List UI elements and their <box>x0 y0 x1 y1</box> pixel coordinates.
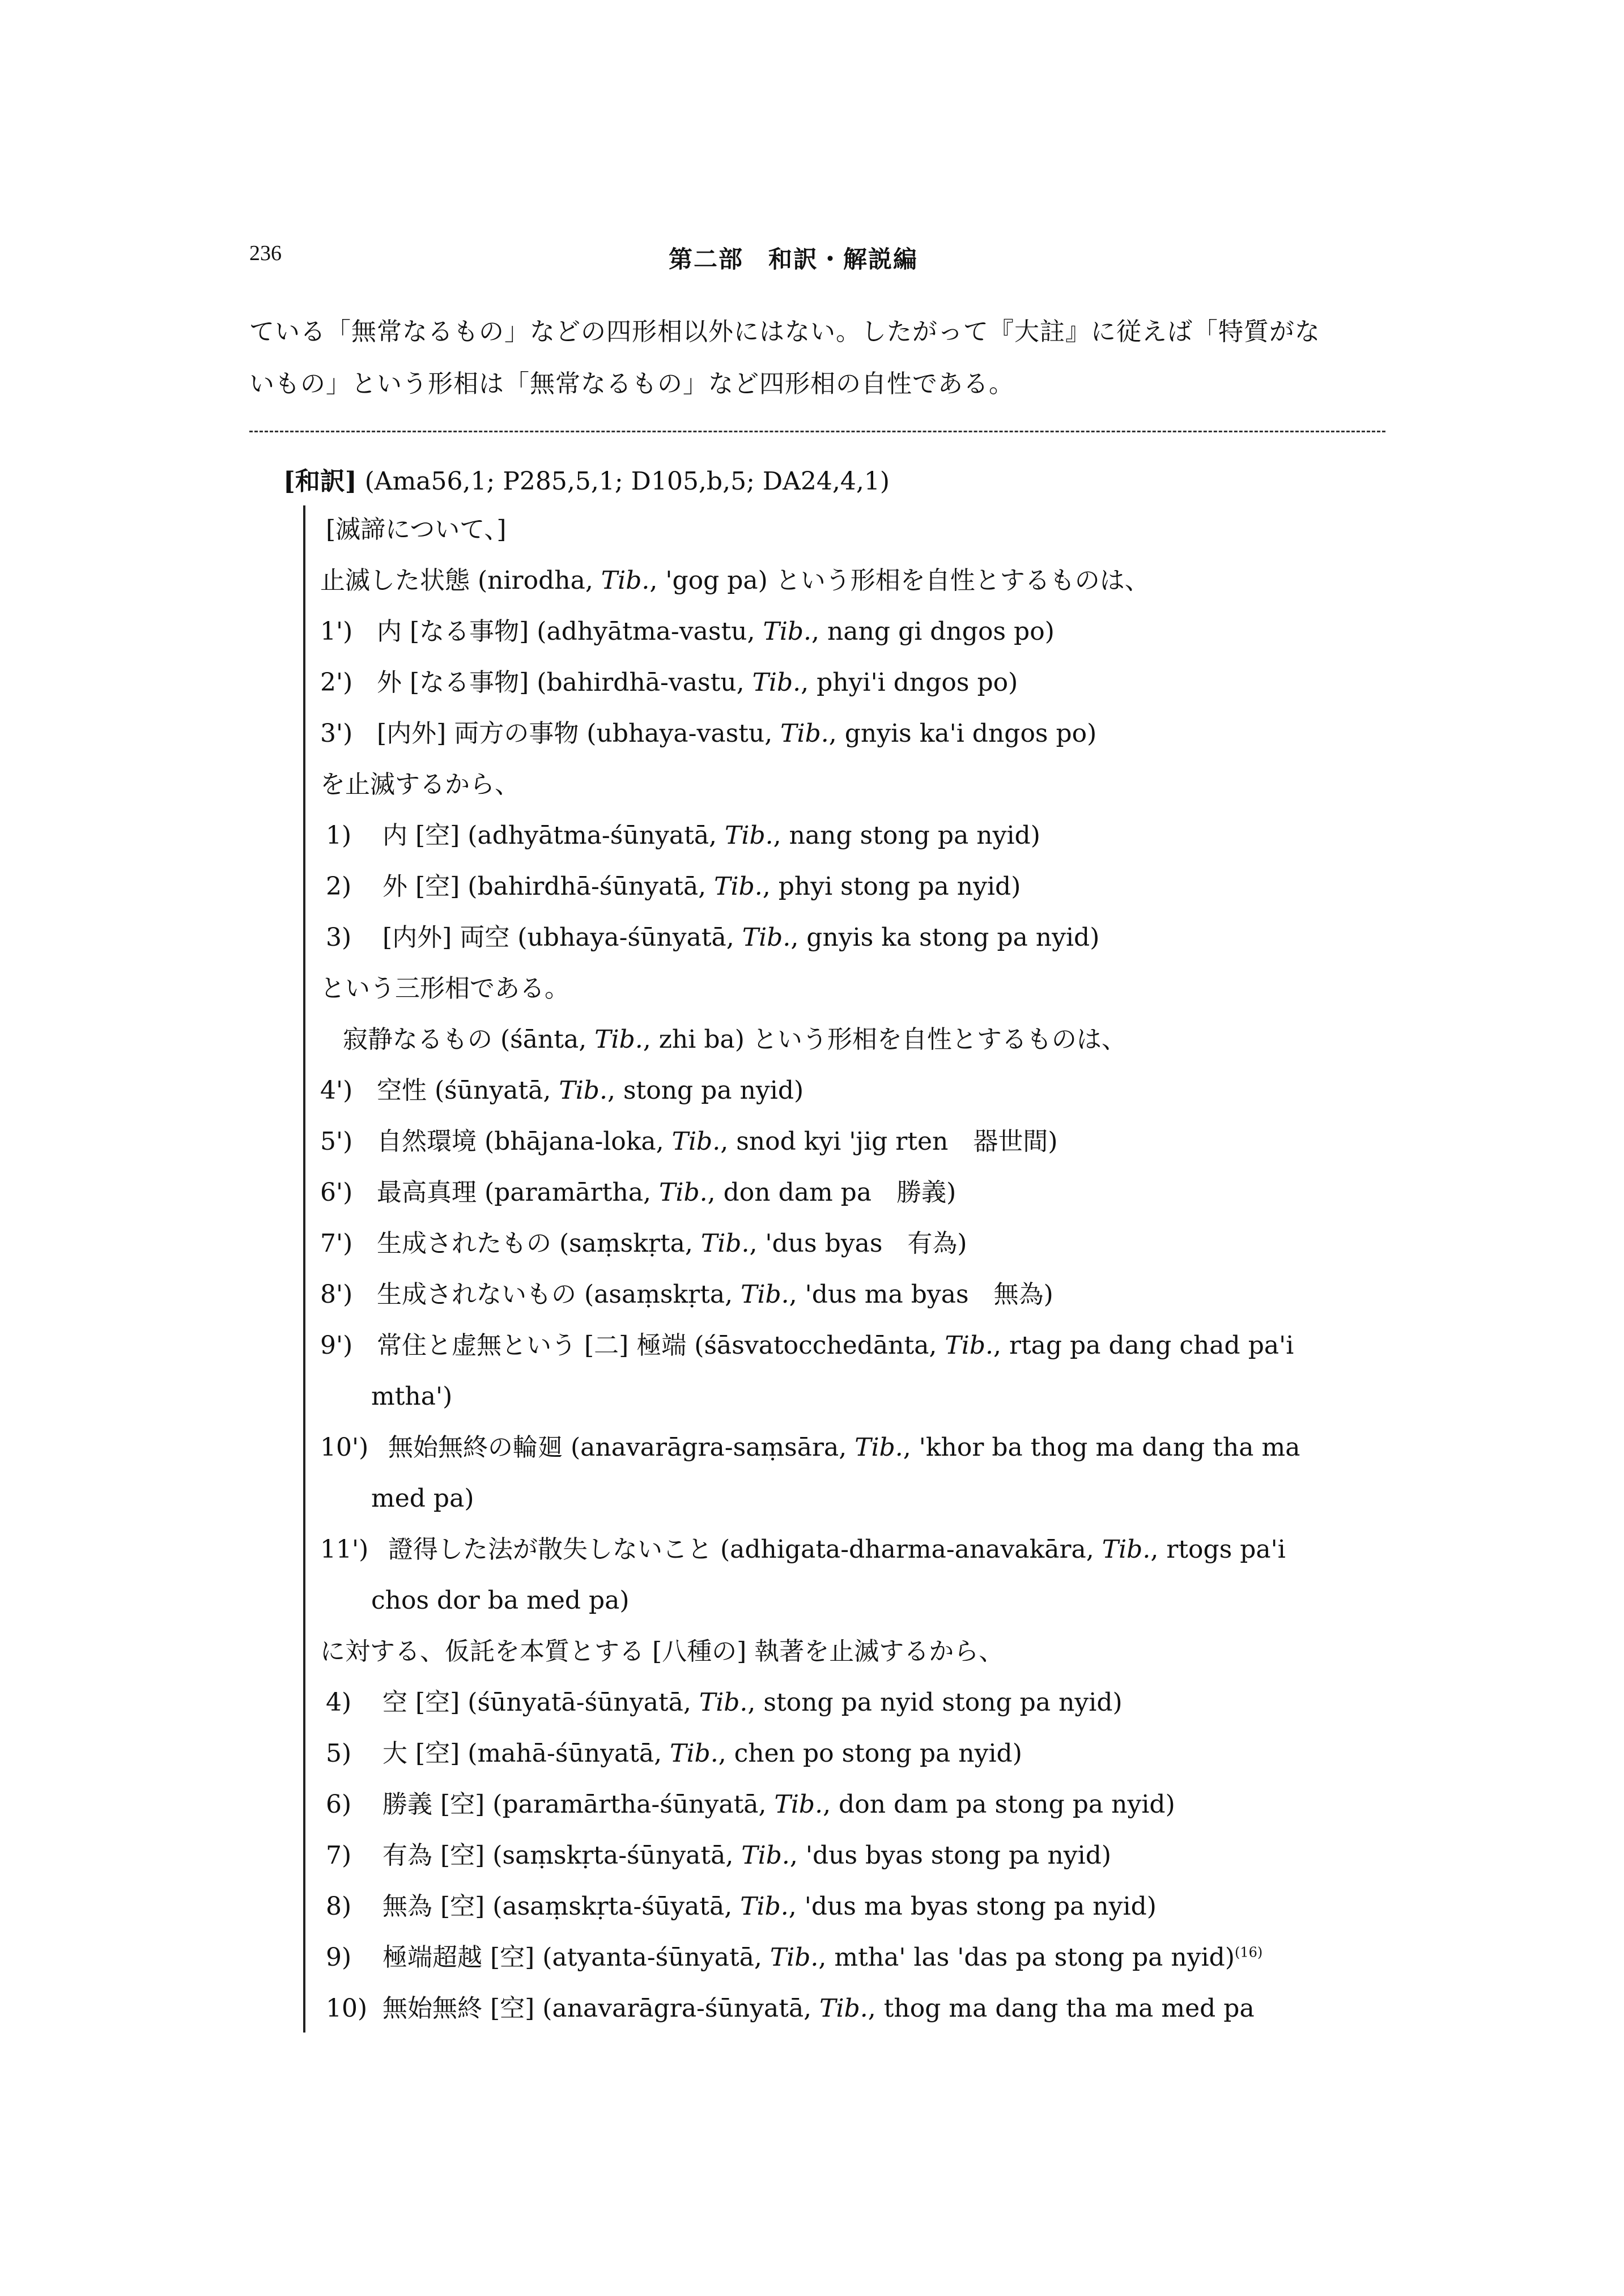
item-tibetan: , rtogs pa'i <box>1150 1535 1286 1564</box>
item-text: 外 [なる事物] (bahirdhā-vastu, <box>377 668 753 697</box>
tib-label: Tib. <box>740 1892 789 1921</box>
translation-tag: [和訳] <box>283 467 357 496</box>
tib-label: Tib. <box>559 1076 607 1105</box>
list-item <box>320 1218 1385 1269</box>
tib-label: Tib. <box>741 1280 789 1309</box>
item-tibetan: , 'dus byas 有為) <box>749 1229 967 1258</box>
tib-label: Tib. <box>819 1994 868 2023</box>
emptiness-list-b <box>320 1677 1385 2034</box>
list-item <box>320 1116 1385 1167</box>
list-item-continuation: med pa) <box>371 1484 474 1513</box>
item-text: 常住と虚無という [二] 極端 (śāsvatocchedānta, <box>377 1331 945 1360</box>
item-number: 7') <box>320 1229 353 1258</box>
item-text: 無始無終の輪廻 (anavarāgra-saṃsāra, <box>388 1433 855 1462</box>
item-text: [内外] 両空 (ubhaya-śūnyatā, <box>382 923 742 952</box>
item-text: 空 [空] (śūnyatā-śūnyatā, <box>382 1688 699 1717</box>
tib-label: Tib. <box>671 1127 721 1156</box>
tib-label: Tib. <box>1102 1535 1151 1564</box>
item-tibetan: , gnyis ka stong pa nyid) <box>790 923 1100 952</box>
item-tibetan: , 'khor ba thog ma dang tha ma <box>903 1433 1300 1462</box>
list-item <box>320 606 1385 657</box>
item-number: 5) <box>326 1739 352 1768</box>
vertical-rule <box>303 505 305 2033</box>
page-number: 236 <box>249 241 282 265</box>
item-number: 9') <box>320 1331 353 1360</box>
list-item <box>320 861 1385 912</box>
cease-line: を止滅するから、 <box>320 770 520 799</box>
item-tibetan: , thog ma dang tha ma med pa <box>868 1994 1255 2023</box>
translation-citation <box>283 465 890 499</box>
tib-label: Tib. <box>945 1331 993 1360</box>
list-item-continuation: mtha') <box>371 1382 453 1411</box>
list-item <box>320 1269 1385 1320</box>
objects-list-a <box>320 606 1385 759</box>
list-item <box>320 810 1385 861</box>
item-tibetan: , snod kyi 'jig rten 器世間) <box>720 1127 1058 1156</box>
footnote-marker: (16) <box>1234 1944 1263 1961</box>
list-item <box>320 1983 1385 2034</box>
item-tibetan: , stong pa nyid stong pa nyid) <box>747 1688 1123 1717</box>
item-tibetan: , don dam pa stong pa nyid) <box>823 1790 1175 1819</box>
item-text: 生成されないもの (asaṃskṛta, <box>377 1280 741 1309</box>
list-item <box>320 1167 1385 1218</box>
list-item <box>320 1830 1385 1881</box>
item-text: 大 [空] (mahā-śūnyatā, <box>382 1739 670 1768</box>
item-text: 無為 [空] (asaṃskṛta-śūyatā, <box>382 1892 741 1921</box>
item-tibetan: , rtag pa dang chad pa'i <box>993 1331 1294 1360</box>
running-title: 第二部 和訳・解説編 <box>669 245 919 273</box>
item-text: 勝義 [空] (paramārtha-śūnyatā, <box>382 1790 775 1819</box>
list-item <box>320 1320 1385 1371</box>
tib-label: Tib. <box>670 1739 719 1768</box>
item-tibetan: , phyi stong pa nyid) <box>762 872 1021 901</box>
item-text: [内外] 両方の事物 (ubhaya-vastu, <box>377 719 781 748</box>
item-number: 6) <box>326 1790 352 1819</box>
item-tibetan: , phyi'i dngos po) <box>801 668 1018 697</box>
item-number: 10') <box>320 1433 369 1462</box>
list-item <box>320 708 1385 759</box>
list-item <box>320 1728 1385 1779</box>
intro-line: ている「無常なるもの」などの四形相以外にはない。したがって『大註』に従えば「特質がな <box>249 317 1320 346</box>
item-number: 4) <box>326 1688 352 1717</box>
item-tibetan: , 'dus ma byas 無為) <box>789 1280 1053 1309</box>
item-number: 1) <box>326 821 352 850</box>
tib-label: Tib. <box>714 872 763 901</box>
intro-line: いもの」という形相は「無常なるもの」など四形相の自性である。 <box>249 369 1014 398</box>
item-number: 2') <box>320 668 353 697</box>
tib-label: Tib. <box>780 719 829 748</box>
item-number: 3') <box>320 719 353 748</box>
item-number: 9) <box>326 1943 352 1972</box>
item-text: 有為 [空] (saṃskṛta-śūnyatā, <box>382 1841 742 1870</box>
tib-label: Tib. <box>774 1790 823 1819</box>
emptiness-list-a <box>320 810 1385 963</box>
item-number: 8') <box>320 1280 353 1309</box>
list-item <box>320 1932 1385 1983</box>
item-tibetan: , stong pa nyid) <box>607 1076 804 1105</box>
item-text: 自然環境 (bhājana-loka, <box>377 1127 672 1156</box>
item-number: 8) <box>326 1892 352 1921</box>
item-tibetan: , chen po stong pa nyid) <box>718 1739 1022 1768</box>
item-tibetan: , nang stong pa nyid) <box>773 821 1040 850</box>
item-tibetan: , gnyis ka'i dngos po) <box>828 719 1097 748</box>
list-item <box>320 1065 1385 1116</box>
item-number: 11') <box>320 1535 369 1564</box>
tib-label: Tib. <box>659 1178 708 1207</box>
item-text: 生成されたもの (saṃskṛta, <box>377 1229 701 1258</box>
list-item <box>320 1677 1385 1728</box>
tib-label: Tib. <box>752 668 801 697</box>
tib-label: Tib. <box>742 923 791 952</box>
item-text: 最高真理 (paramārtha, <box>377 1178 660 1207</box>
list-item <box>320 1524 1385 1575</box>
list-item <box>320 912 1385 963</box>
list-item <box>320 1881 1385 1932</box>
item-tibetan: , 'dus ma byas stong pa nyid) <box>788 1892 1157 1921</box>
tib-label: Tib. <box>699 1688 748 1717</box>
item-tibetan: , don dam pa 勝義) <box>707 1178 956 1207</box>
item-number: 6') <box>320 1178 353 1207</box>
item-number: 7) <box>326 1841 352 1870</box>
list-item <box>320 1422 1385 1473</box>
tib-label: Tib. <box>770 1943 819 1972</box>
item-text: 内 [空] (adhyātma-śūnyatā, <box>382 821 725 850</box>
dashed-divider <box>249 431 1385 432</box>
item-number: 1') <box>320 617 353 646</box>
list-item-continuation: chos dor ba med pa) <box>371 1586 630 1615</box>
item-text: 外 [空] (bahirdhā-śūnyatā, <box>382 872 715 901</box>
item-number: 10) <box>326 1994 368 2023</box>
item-number: 3) <box>326 923 352 952</box>
peace-intro: 寂静なるもの (śānta, Tib., zhi ba) という形相を自性とするものは、 <box>343 1025 1126 1054</box>
intro-paragraph <box>249 306 1388 410</box>
item-tibetan: , mtha' las 'das pa stong pa nyid) <box>818 1943 1235 1972</box>
item-text: 空性 (śūnyatā, <box>377 1076 559 1105</box>
section-heading: [滅諦について、] <box>326 515 507 544</box>
list-item <box>320 657 1385 708</box>
tib-label: Tib. <box>854 1433 903 1462</box>
translation-body <box>320 504 1385 2034</box>
item-tibetan: , 'dus byas stong pa nyid) <box>789 1841 1112 1870</box>
tib-label: Tib. <box>741 1841 790 1870</box>
item-text: 無始無終 [空] (anavarāgra-śūnyatā, <box>382 1994 820 2023</box>
list-item <box>320 1779 1385 1830</box>
item-number: 5') <box>320 1127 353 1156</box>
item-number: 4') <box>320 1076 353 1105</box>
source-references: (Ama56,1; P285,5,1; D105,b,5; DA24,4,1) <box>364 467 890 496</box>
item-number: 2) <box>326 872 352 901</box>
three-aspects-line: という三形相である。 <box>320 974 569 1003</box>
objects-list-b <box>320 1065 1385 1626</box>
item-text: 内 [なる事物] (adhyātma-vastu, <box>377 617 763 646</box>
item-text: 證得した法が散失しないこと (adhigata-dharma-anavakāra, <box>388 1535 1102 1564</box>
item-text: 極端超越 [空] (atyanta-śūnyatā, <box>382 1943 770 1972</box>
attachment-line: に対する、仮託を本質とする [八種の] 執著を止滅するから、 <box>320 1637 1004 1666</box>
page-header <box>249 241 1383 280</box>
tib-label: Tib. <box>700 1229 750 1258</box>
tib-label: Tib. <box>725 821 773 850</box>
tib-label: Tib. <box>763 617 812 646</box>
item-tibetan: , nang gi dngos po) <box>811 617 1055 646</box>
cessation-intro: 止滅した状態 (nirodha, Tib., 'gog pa) という形相を自性とするものは、 <box>320 566 1150 595</box>
